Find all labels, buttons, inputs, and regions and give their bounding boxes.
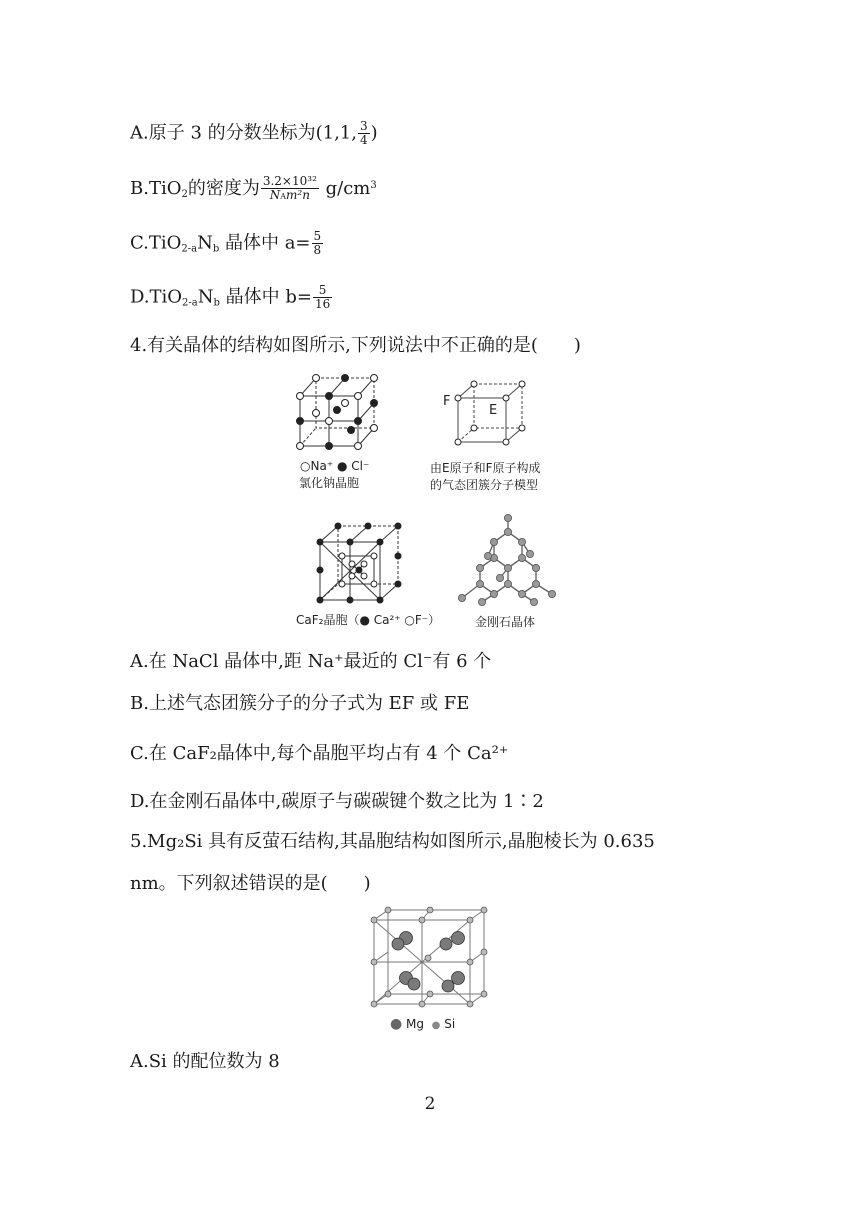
option-text: N bbox=[197, 286, 214, 308]
nacl-caption: 氯化钠晶胞 bbox=[299, 476, 360, 490]
fraction-den: 4 bbox=[360, 133, 368, 147]
si-legend-label: Si bbox=[444, 1017, 456, 1031]
fraction-num: 5 bbox=[313, 229, 322, 243]
den-n: N bbox=[269, 188, 281, 202]
option-text: D.TiO bbox=[130, 286, 183, 308]
subscript: 2-a bbox=[181, 243, 198, 255]
option-3d bbox=[130, 284, 333, 316]
question-5-stem-line-2: nm。下列叙述错误的是( ) bbox=[130, 873, 371, 894]
fraction-num: 3.2×10³² bbox=[262, 174, 317, 188]
den-rest: m²n bbox=[286, 188, 310, 202]
question-5-stem-line-1: 5.Mg₂Si 具有反萤石结构,其晶胞结构如图所示,晶胞棱长为 0.635 bbox=[130, 831, 655, 852]
option-5a: A.Si 的配位数为 8 bbox=[130, 1051, 280, 1072]
fraction-den: 16 bbox=[314, 297, 331, 311]
fraction-den bbox=[261, 189, 319, 203]
mg2si-cell-figure bbox=[366, 906, 494, 1008]
option-4b: B.上述气态团簇分子的分子式为 EF 或 FE bbox=[130, 693, 470, 714]
option-3a bbox=[130, 120, 378, 147]
cluster-label-f: F bbox=[443, 394, 451, 409]
cl-ion-icon: ● bbox=[336, 459, 348, 473]
na-legend-label: Na⁺ bbox=[310, 459, 334, 473]
superscript: 3 bbox=[370, 180, 377, 191]
fraction-num: 5 bbox=[313, 284, 332, 298]
cluster-figure bbox=[444, 376, 528, 448]
si-atom-icon: ● bbox=[431, 1020, 441, 1031]
fraction bbox=[313, 284, 332, 311]
option-text: 的密度为 bbox=[187, 178, 260, 199]
option-text: B.TiO bbox=[130, 178, 182, 199]
mg-atom-icon: ● bbox=[390, 1016, 403, 1032]
option-text: N bbox=[197, 232, 213, 254]
option-4d: D.在金刚石晶体中,碳原子与碳碳键个数之比为 1∶2 bbox=[130, 791, 544, 812]
fraction-den: 8 bbox=[313, 243, 322, 257]
option-text: 晶体中 b= bbox=[225, 286, 312, 308]
mg2si-legend bbox=[390, 1016, 455, 1034]
subscript: 2 bbox=[181, 189, 188, 200]
subscript: 2-a bbox=[182, 297, 198, 309]
subscript: b bbox=[213, 297, 220, 309]
unit: g/cm bbox=[325, 178, 371, 199]
subscript: b bbox=[212, 243, 220, 255]
diamond-crystal-figure bbox=[452, 512, 564, 608]
option-4a: A.在 NaCl 晶体中,距 Na⁺最近的 Cl⁻有 6 个 bbox=[130, 651, 492, 672]
option-text: C.TiO bbox=[130, 232, 182, 254]
question-4-stem: 4.有关晶体的结构如图所示,下列说法中不正确的是( ) bbox=[130, 335, 581, 356]
diamond-caption: 金刚石晶体 bbox=[475, 615, 536, 629]
mg-legend-label: Mg bbox=[406, 1017, 425, 1031]
cluster-label-e: E bbox=[489, 403, 498, 418]
caf2-caption: CaF₂晶胞（● Ca²⁺ ○F⁻） bbox=[296, 613, 441, 627]
option-text: 晶体中 a= bbox=[224, 232, 311, 254]
den-sub: A bbox=[280, 192, 287, 201]
na-ion-icon: ○ bbox=[300, 459, 311, 473]
cluster-caption-2: 的气态团簇分子模型 bbox=[430, 478, 539, 492]
page-number: 2 bbox=[424, 1094, 436, 1114]
option-3c bbox=[130, 230, 324, 262]
option-text: A.原子 3 的分数坐标为(1,1, bbox=[130, 122, 357, 144]
option-3b bbox=[130, 174, 377, 207]
option-text: ) bbox=[370, 122, 378, 144]
caf2-cell-figure bbox=[312, 520, 408, 606]
fraction bbox=[312, 230, 324, 257]
nacl-cell-figure bbox=[292, 370, 388, 452]
fraction-num: 3 bbox=[360, 119, 368, 133]
nacl-legend bbox=[300, 458, 369, 474]
fraction bbox=[358, 120, 370, 147]
option-4c: C.在 CaF₂晶体中,每个晶胞平均占有 4 个 Ca²⁺ bbox=[130, 743, 509, 764]
cluster-caption-1: 由E原子和F原子构成 bbox=[430, 461, 541, 475]
cl-legend-label: Cl⁻ bbox=[351, 459, 370, 473]
fraction bbox=[261, 175, 319, 203]
